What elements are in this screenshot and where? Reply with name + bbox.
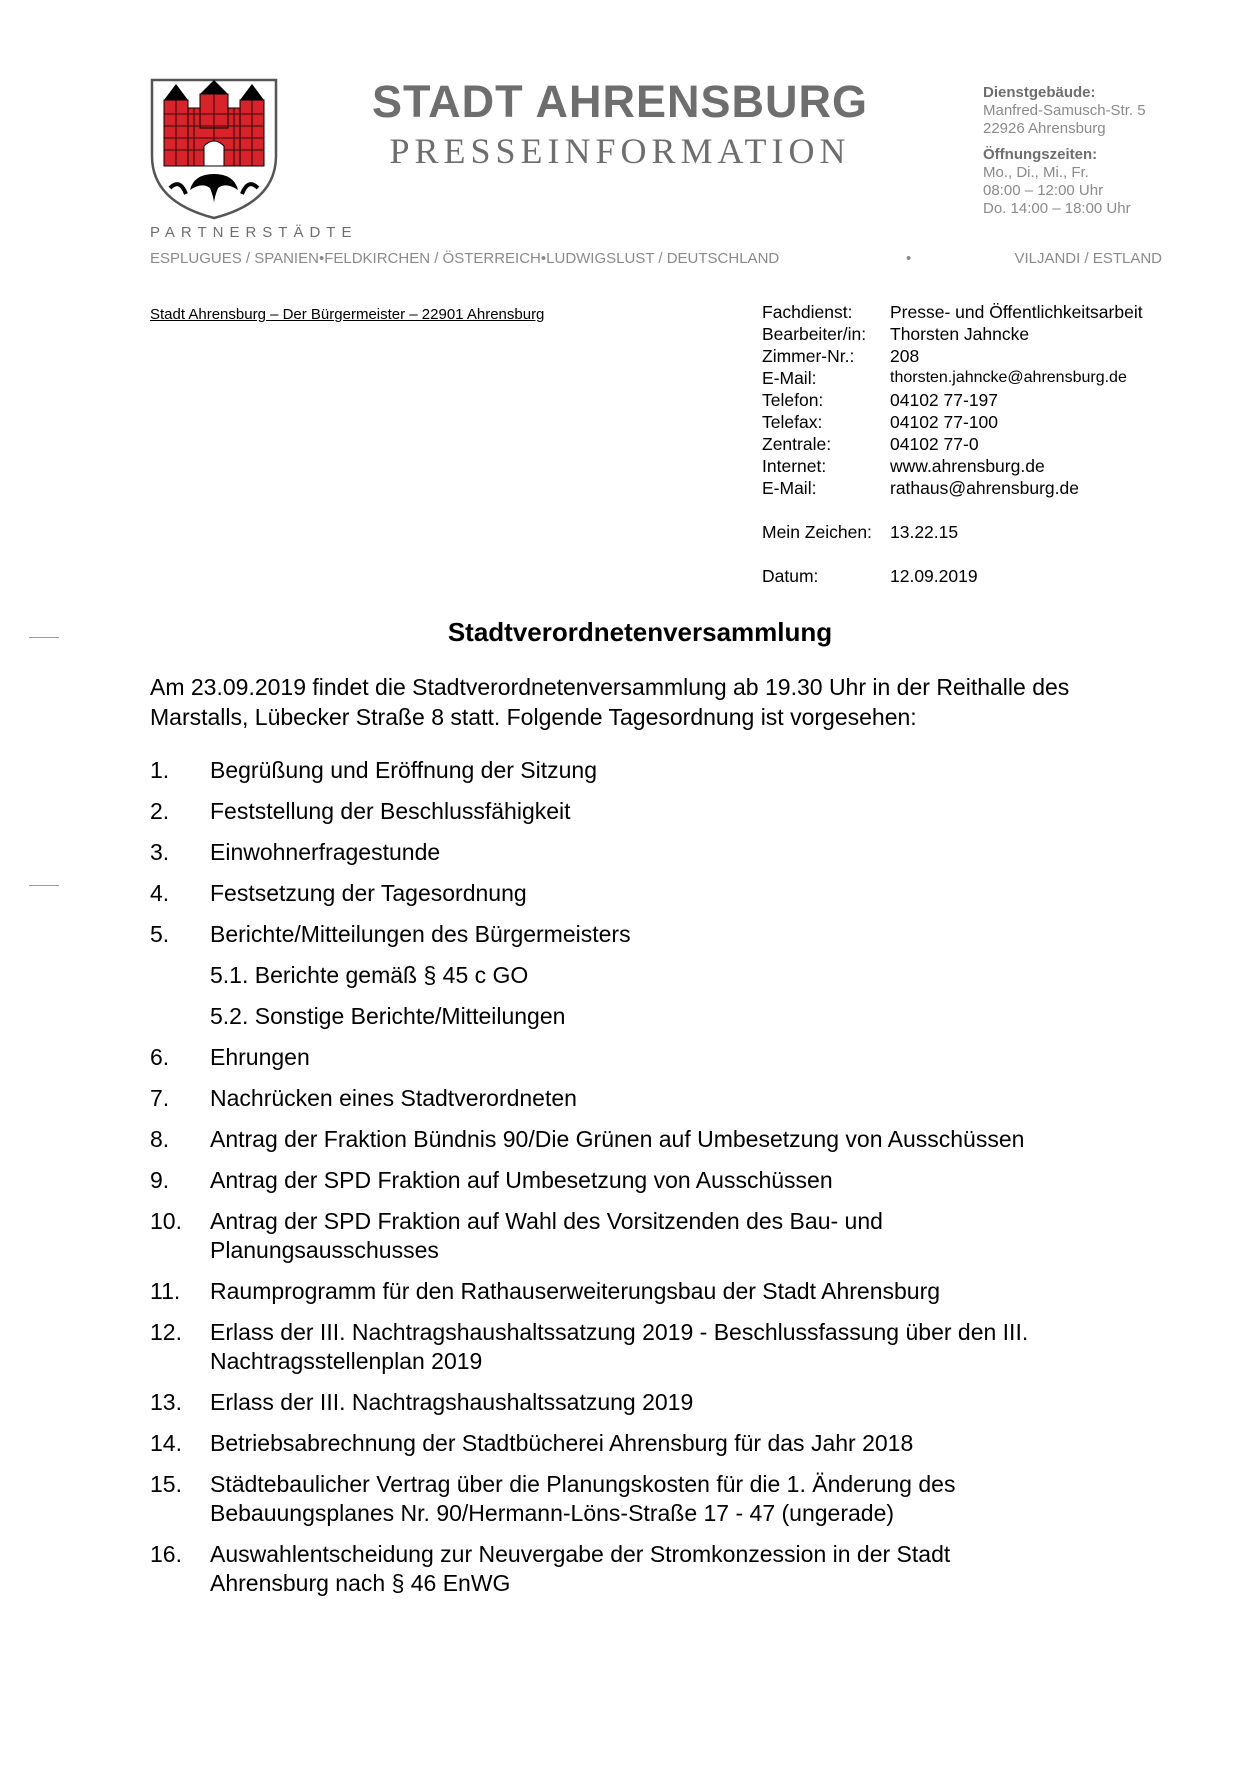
agenda-item-text: Antrag der SPD Fraktion auf Umbesetzung von Ausschüssen (210, 1167, 833, 1193)
agenda-item (150, 1084, 1150, 1113)
datum-value: 12.09.2019 (890, 566, 978, 586)
agenda-item-text: Nachrücken eines Stadtverordneten (210, 1085, 577, 1111)
contact-block (762, 301, 1232, 587)
zeichen-label: Mein Zeichen: (762, 522, 872, 542)
bearbeiter-label: Bearbeiter/in: (762, 324, 867, 344)
agenda-item (150, 1207, 1150, 1265)
agenda-item-number: 10. (150, 1208, 182, 1234)
agenda-item-number: 5. (150, 921, 170, 947)
partner-cities-line (150, 250, 1162, 268)
office-info (983, 84, 1223, 218)
agenda-item (150, 1318, 1150, 1376)
agenda-item-number: 6. (150, 1044, 170, 1070)
agenda-item-number: 14. (150, 1430, 182, 1456)
agenda-item-text: Berichte/Mitteilungen des Bürgermeisters (210, 921, 631, 947)
agenda-item (150, 1125, 1150, 1154)
agenda-item-text: Antrag der Fraktion Bündnis 90/Die Grünen auf Umbesetzung von Ausschüssen (210, 1126, 1025, 1152)
email-link[interactable]: thorsten.jahncke@ahrensburg.de (890, 369, 1127, 386)
bearbeiter-value: Thorsten Jahncke (890, 324, 1030, 344)
agenda-item-number: 4. (150, 880, 170, 906)
telefax-value: 04102 77-100 (890, 412, 999, 432)
document-heading: Stadtverordnetenversammlung (447, 617, 833, 647)
intro-paragraph: Am 23.09.2019 findet die Stadtverordnetenversammlung ab 19.30 Uhr in der Reithalle des Marstalls, Lübecker Straße 8 statt. Folgende Tagesordnung ist vorgesehen: (150, 674, 1070, 730)
partner-city-last: VILJANDI / ESTLAND (1014, 250, 1162, 267)
agenda-item-text: Raumprogramm für den Rathauserweiterungsbau der Stadt Ahrensburg (210, 1278, 941, 1304)
agenda-item-number: 7. (150, 1085, 170, 1111)
partner-separator: • (906, 250, 912, 267)
fachdienst-label: Fachdienst: (762, 302, 853, 322)
office-hours-morning: 08:00 – 12:00 Uhr (983, 182, 1104, 199)
partner-cities-list: ESPLUGUES / SPANIEN•FELDKIRCHEN / ÖSTERREICH•LUDWIGSLUST / DEUTSCHLAND (150, 250, 780, 267)
office-hours-label: Öffnungszeiten: (983, 146, 1098, 163)
partner-cities-title: PARTNERSTÄDTE (150, 224, 358, 241)
agenda-item-number: 15. (150, 1471, 182, 1497)
agenda-item (150, 1043, 1150, 1072)
office-street: Manfred-Samusch-Str. 5 (983, 102, 1146, 119)
office-days: Mo., Di., Mi., Fr. (983, 164, 1089, 181)
agenda-item-text: Erlass der III. Nachtragshaushaltssatzung 2019 (210, 1389, 694, 1415)
zentrale-label: Zentrale: (762, 434, 832, 454)
office-city: 22926 Ahrensburg (983, 120, 1106, 137)
email-label: E-Mail: (762, 368, 817, 388)
agenda-item (150, 1277, 1150, 1306)
agenda-item (150, 797, 1150, 826)
agenda-item-text: Einwohnerfragestunde (210, 839, 441, 865)
rathaus-email-link[interactable]: rathaus@ahrensburg.de (890, 478, 1079, 498)
fold-mark (29, 637, 59, 638)
agenda-item-number: 1. (150, 757, 170, 783)
zimmer-value: 208 (890, 346, 920, 366)
agenda-list (150, 756, 1150, 1610)
agenda-item-text: Begrüßung und Eröffnung der Sitzung (210, 757, 598, 783)
agenda-subitem: 5.2. Sonstige Berichte/Mitteilungen (210, 1003, 566, 1029)
page-subtitle: PRESSEINFORMATION (389, 131, 851, 171)
agenda-item-number: 2. (150, 798, 170, 824)
office-building-label: Dienstgebäude: (983, 84, 1096, 101)
agenda-item-text: Erlass der III. Nachtragshaushaltssatzung 2019 - Beschlussfassung über den III. Nachtragsstellenplan 2019 (210, 1319, 1029, 1374)
datum-label: Datum: (762, 566, 819, 586)
office-hours-thursday: Do. 14:00 – 18:00 Uhr (983, 200, 1131, 217)
agenda-item-text: Feststellung der Beschlussfähigkeit (210, 798, 571, 824)
agenda-item-number: 16. (150, 1541, 182, 1567)
agenda-item-number: 9. (150, 1167, 170, 1193)
coat-of-arms-icon (150, 78, 278, 220)
sender-line: Stadt Ahrensburg – Der Bürgermeister – 22901 Ahrensburg (150, 306, 545, 323)
agenda-item (150, 756, 1150, 785)
agenda-item-text: Auswahlentscheidung zur Neuvergabe der Stromkonzession in der Stadt Ahrensburg nach § 46 EnWG (210, 1541, 951, 1596)
internet-label: Internet: (762, 456, 827, 476)
telefon-label: Telefon: (762, 390, 824, 410)
agenda-item-text: Betriebsabrechnung der Stadtbücherei Ahrensburg für das Jahr 2018 (210, 1430, 914, 1456)
punch-mark (29, 885, 59, 886)
agenda-item-number: 12. (150, 1319, 182, 1345)
agenda-item (150, 879, 1150, 908)
agenda-item (150, 920, 1150, 949)
rathaus-email-label: E-Mail: (762, 478, 817, 498)
agenda-item-text: Städtebaulicher Vertrag über die Planungskosten für die 1. Änderung des Bebauungsplanes Nr. 90/Hermann-Löns-Straße 17 - 47 (ungerade) (210, 1471, 956, 1526)
fachdienst-value: Presse- und Öffentlichkeitsarbeit (890, 302, 1143, 322)
agenda-item-number: 3. (150, 839, 170, 865)
agenda-item-number: 11. (150, 1278, 181, 1304)
agenda-item-text: Antrag der SPD Fraktion auf Wahl des Vorsitzenden des Bau- und Planungsausschusses (210, 1208, 883, 1263)
agenda-item-number: 13. (150, 1389, 182, 1415)
zimmer-label: Zimmer-Nr.: (762, 346, 855, 366)
agenda-item (150, 1429, 1150, 1458)
zentrale-value: 04102 77-0 (890, 434, 979, 454)
agenda-item-text: Festsetzung der Tagesordnung (210, 880, 527, 906)
agenda-subitem: 5.1. Berichte gemäß § 45 c GO (210, 962, 529, 988)
agenda-item-number: 8. (150, 1126, 170, 1152)
agenda-item (150, 1540, 1150, 1598)
zeichen-value: 13.22.15 (890, 522, 959, 542)
telefon-value: 04102 77-197 (890, 390, 999, 410)
internet-link[interactable]: www.ahrensburg.de (890, 456, 1045, 476)
agenda-item (150, 838, 1150, 867)
page-title: STADT AHRENSBURG (372, 76, 868, 127)
agenda-item (150, 1166, 1150, 1195)
telefax-label: Telefax: (762, 412, 823, 432)
agenda-item-text: Ehrungen (210, 1044, 310, 1070)
agenda-item (150, 1388, 1150, 1417)
agenda-item (150, 1470, 1150, 1528)
